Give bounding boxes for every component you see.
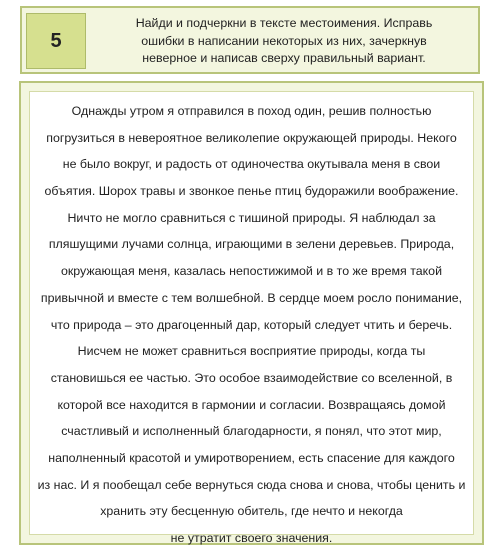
text-line: не утратит своего значения.	[170, 531, 333, 545]
text-line: которой все находится в гармонии и согласии. Возвращаясь домой	[57, 397, 446, 412]
exercise-text	[30, 98, 473, 552]
task-number-badge	[26, 13, 86, 69]
task-instructions	[102, 15, 466, 68]
task-instruction-line: неверное и написав сверху правильный вариант.	[142, 51, 426, 65]
text-line: хранить эту бесценную обитель, где нечто и некогда	[100, 504, 403, 519]
text-line: пляшущими лучами солнца, играющими в зелени деревьев. Природа,	[48, 237, 455, 252]
task-instruction-line: Найди и подчеркни в тексте местоимения. Исправь	[135, 16, 433, 30]
text-line: Нисчем не может сравниться восприятие природы, когда ты	[77, 344, 426, 359]
text-line: становишься ее частью. Это особое взаимодействие со вселенной, в	[50, 370, 453, 385]
task-instruction-line: ошибки в написании некоторых из них, зачеркнув	[141, 33, 427, 48]
task-header	[20, 6, 480, 74]
text-line: окружающая меня, казалась непостижимой и в то же время такой	[60, 264, 442, 279]
text-line: из нас. И я пообещал себе вернуться сюда снова и снова, чтобы ценить и	[37, 477, 466, 492]
text-line: Однажды утром я отправился в поход один, решив полностью	[71, 104, 432, 118]
text-line: погрузиться в невероятное великолепие окружающей природы. Некого	[46, 130, 457, 145]
exercise-text-box	[19, 81, 484, 545]
task-number: 5	[50, 29, 62, 52]
text-line: счастливый и исполненный благодарности, я понял, что этот мир,	[61, 424, 442, 439]
text-line: Ничто не могло сравниться с тишиной природы. Я наблюдал за	[67, 210, 436, 225]
text-line: наполненный красотой и умиротворением, есть спасение для каждого	[48, 450, 455, 465]
text-line: объятия. Шорох травы и звонкое пенье птиц будоражили воображение.	[44, 184, 459, 199]
text-line: не было вокруг, и радость от одиночества окутывала меня в свои	[62, 157, 441, 172]
text-line: что природа – это драгоценный дар, который следует чтить и беречь.	[50, 317, 453, 332]
text-line: привычной и вместе с тем волшебной. В сердце моем росло понимание,	[40, 290, 463, 305]
exercise-text-panel	[29, 91, 474, 545]
